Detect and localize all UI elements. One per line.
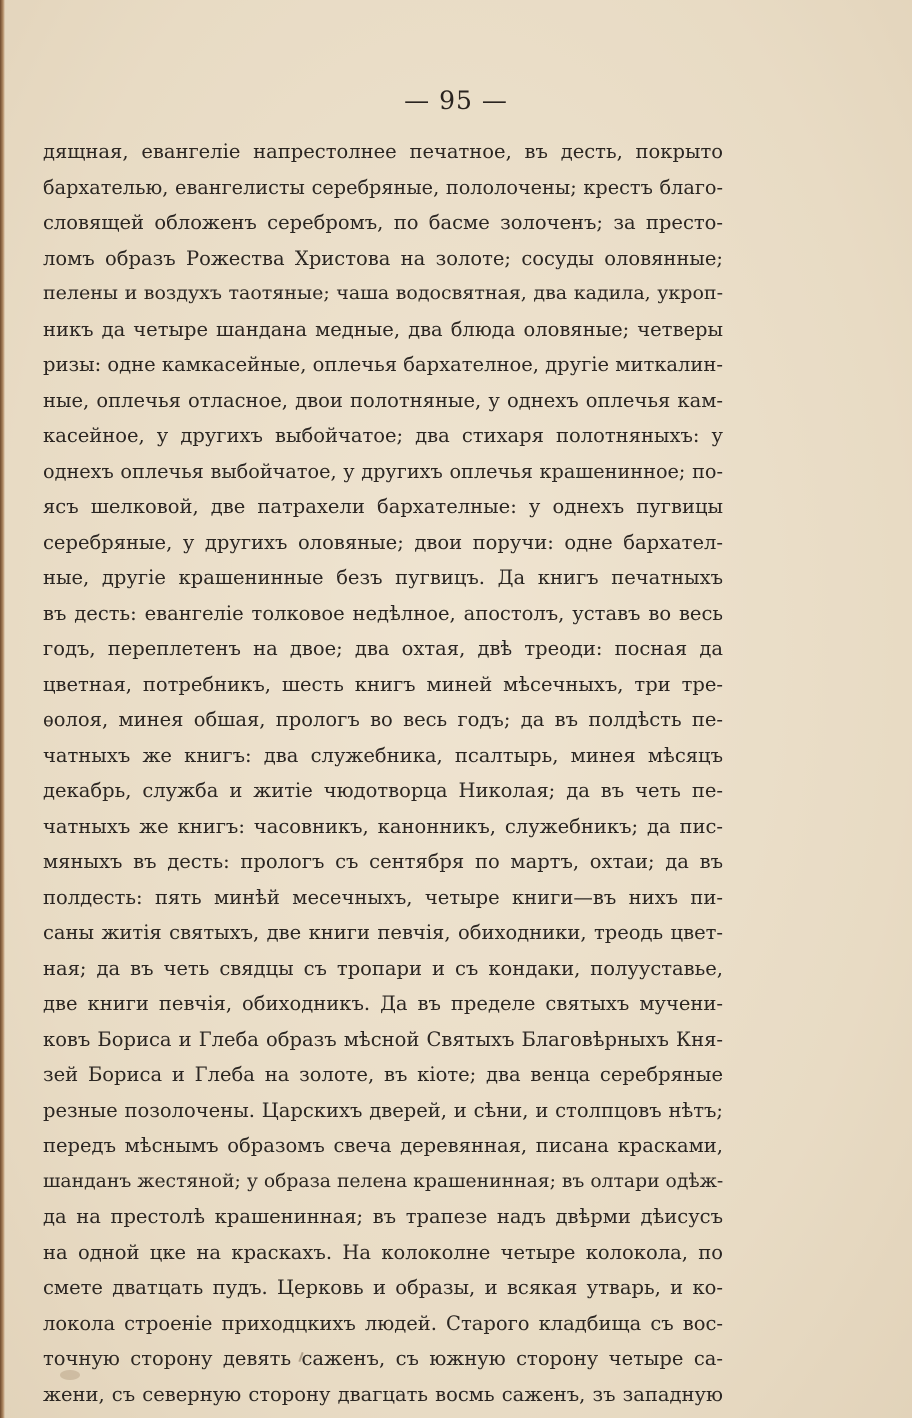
text-line: передъ мѣснымъ образомъ свеча деревянная, писана красками, (43, 1134, 723, 1157)
text-line: ковъ Бориса и Глеба образъ мѣсной Святыхъ Благовѣрныхъ Кня- (43, 1027, 723, 1051)
paper-stain (60, 1370, 80, 1380)
text-line: декабрь, служба и житіе чюдотворца Николая; да въ четь пе- (43, 779, 723, 802)
text-line: зей Бориса и Глеба на золоте, въ кіоте; два венца серебряные (43, 1063, 723, 1086)
text-line: точную сторону девять саженъ, съ южную сторону четыре са- (43, 1347, 723, 1370)
text-line: ломъ образъ Рожества Христова на золоте; сосуды оловянные; (43, 246, 723, 270)
text-line: словящей обложенъ серебромъ, по басме золоченъ; за престо- (43, 211, 723, 234)
text-line: цветная, потребникъ, шесть книгъ миней мѣсечныхъ, три тре- (43, 672, 723, 696)
text-line: смете дватцать пудъ. Церковь и образы, и всякая утварь, и ко- (43, 1276, 723, 1299)
text-line: мяныхъ въ десть: прологъ съ сентября по мартъ, охтаи; да въ (43, 850, 723, 873)
text-line: пелены и воздухъ таотяные; чаша водосвятная, два кадила, укроп- (43, 282, 723, 304)
page-number: — 95 — (404, 86, 508, 115)
text-line: две книги певчія, обиходникъ. Да въ пределе святыхъ мучени- (43, 992, 723, 1015)
text-line: никъ да четыре шандана медные, два блюда оловяные; четверы (43, 317, 723, 341)
text-line: ѳолоя, минея обшая, прологъ во весь годъ; да въ полдѣсть пе- (43, 708, 723, 731)
text-line: ная; да въ четь свядцы съ тропари и съ кондаки, полууставье, (43, 956, 723, 980)
text-line: полдесть: пять минѣй месечныхъ, четыре книги—въ нихъ пи- (43, 885, 723, 909)
text-line: чатныхъ же книгъ: два служебника, псалтырь, минея мѣсяцъ (43, 743, 723, 767)
text-line: ризы: одне камкасейные, оплечья бархателное, другіе миткалин- (43, 353, 723, 376)
page-binding-edge (0, 0, 5, 1418)
body-text (43, 134, 723, 1412)
text-line: чатныхъ же книгъ: часовникъ, канонникъ, служебникъ; да пис- (43, 814, 723, 838)
text-line: локола строеніе приходцкихъ людей. Старого кладбища съ вос- (43, 1311, 723, 1335)
text-line: шанданъ жестяной; у образа пелена крашенинная; въ олтари одѣж- (43, 1170, 723, 1192)
text-line: касейное, у другихъ выбойчатое; два стихаря полотняныхъ: у (43, 424, 723, 447)
text-line: жени, съ северную сторону двагцать восмь саженъ, зъ западную (43, 1382, 723, 1406)
text-line: на одной цке на краскахъ. На колоколне четыре колокола, по (43, 1240, 723, 1264)
text-line: въ десть: евангеліе толковое недѣлное, апостолъ, уставъ во весь (43, 601, 723, 625)
text-line: серебряные, у другихъ оловяные; двои поручи: одне бархател- (43, 530, 723, 554)
text-line: ясъ шелковой, две патрахели бархателные: у однехъ пугвицы (43, 495, 723, 518)
text-line: да на престолѣ крашенинная; въ трапезе надъ двѣрми дѣисусъ (43, 1205, 723, 1228)
text-line: резные позолочены. Царскихъ дверей, и сѣни, и столпцовъ нѣтъ; (43, 1098, 723, 1122)
text-line: ные, другіе крашенинные безъ пугвицъ. Да книгъ печатныхъ (43, 566, 723, 589)
text-line: бархателью, евангелисты серебряные, пололочены; крестъ благо- (43, 175, 723, 199)
text-line: дящная, евангеліе напрестолнее печатное, въ десть, покрыто (43, 140, 723, 163)
text-line: ные, оплечья отласное, двои полотняные, у однехъ оплечья кам- (43, 388, 723, 412)
text-line: саны житія святыхъ, две книги певчія, обиходники, треодь цвет- (43, 921, 723, 944)
text-line: годъ, переплетенъ на двое; два охтая, двѣ треоди: посная да (43, 637, 723, 660)
text-line: однехъ оплечья выбойчатое, у другихъ оплечья крашенинное; по- (43, 459, 723, 483)
